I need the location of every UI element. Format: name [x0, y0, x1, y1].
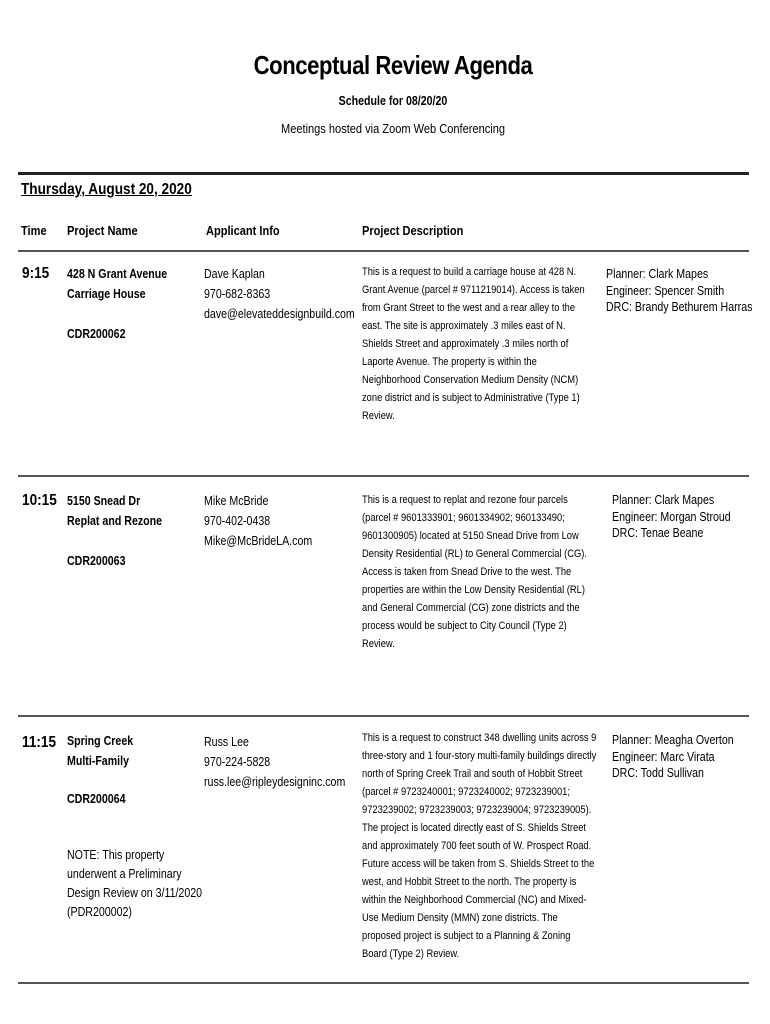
column-header-description: Project Description — [362, 223, 464, 238]
staff-assignments — [612, 492, 731, 542]
project-description: This is a request to construct 348 dwelling units across 9 three-story and 1 four-story multi-family buildings directly north of Spring Creek Trail and south of Hobbit Street (parcel # 9723240001; 9723240002; 9723239001; 9723239002; 9723239003; 9723239004; 9723239005). The project is located directly east of S. Shields Street and approximately 700 feet south of W. Prospect Road. Future access will be taken from S. Shields Street to the west, and Hobbit Street to the north. The property is within the Neighborhood Commercial (NC) and Mixed-Use Medium Density (MMN) zone districts. The proposed project is subject to a Planning & Zoning Board (Type 2) Review. — [362, 732, 597, 960]
staff-engineer: Engineer: Morgan Stroud — [612, 509, 731, 524]
note-line: Design Review on 3/11/2020 — [67, 886, 203, 900]
project-name-line: 428 N Grant Avenue — [67, 267, 168, 281]
staff-planner: Planner: Clark Mapes — [612, 493, 715, 507]
applicant-info — [204, 264, 355, 324]
applicant-phone: 970-224-5828 — [204, 755, 271, 769]
applicant-name: Mike McBride — [204, 494, 269, 508]
project-name — [67, 491, 162, 531]
row-divider — [18, 982, 749, 984]
project-name-line: 5150 Snead Dr — [67, 494, 141, 508]
note-line: NOTE: This property — [67, 848, 165, 862]
meeting-time: 9:15 — [22, 265, 50, 282]
staff-engineer: Engineer: Marc Virata — [612, 749, 715, 764]
staff-drc: DRC: Brandy Bethurem Harras — [606, 300, 753, 314]
page-title: Conceptual Review Agenda — [253, 50, 533, 80]
project-note — [67, 846, 202, 922]
column-header-divider — [18, 250, 749, 252]
meeting-time: 10:15 — [22, 492, 57, 509]
applicant-info — [204, 732, 345, 792]
project-description: This is a request to replat and rezone four parcels (parcel # 9601333901; 9601334902; 960133490; 9601300905) located at 5150 Snead Drive from Low Density Residential (RL) to General Commercial (CG). Access is taken from Snead Drive to the west. The properties are within the Low Density Residential (RL) and General Commercial (CG) zone districts and the process would be subject to City Council (Type 2) Review. — [362, 494, 587, 650]
project-code: CDR200063 — [67, 554, 126, 568]
project-name-line: Replat and Rezone — [67, 514, 163, 528]
applicant-name: Dave Kaplan — [204, 267, 265, 281]
staff-engineer: Engineer: Spencer Smith — [606, 283, 725, 298]
row-divider — [18, 475, 749, 477]
schedule-date: Schedule for 08/20/20 — [338, 94, 448, 108]
applicant-phone: 970-682-8363 — [204, 287, 271, 301]
project-code: CDR200064 — [67, 792, 126, 806]
project-name-line: Spring Creek — [67, 734, 134, 748]
project-name — [67, 731, 133, 771]
project-name-line: Multi-Family — [67, 754, 129, 768]
meeting-time: 11:15 — [22, 734, 57, 751]
staff-assignments — [612, 732, 734, 782]
column-header-time: Time — [21, 223, 47, 238]
staff-planner: Planner: Meagha Overton — [612, 733, 734, 747]
column-header-project: Project Name — [67, 223, 138, 238]
staff-assignments — [606, 266, 752, 316]
staff-drc: DRC: Todd Sullivan — [612, 766, 704, 780]
applicant-email: russ.lee@ripleydesigninc.com — [204, 775, 346, 789]
staff-drc: DRC: Tenae Beane — [612, 526, 704, 540]
project-name — [67, 264, 167, 304]
applicant-email: dave@elevateddesignbuild.com — [204, 307, 355, 321]
applicant-info — [204, 491, 312, 551]
day-heading: Thursday, August 20, 2020 — [21, 181, 192, 198]
staff-planner: Planner: Clark Mapes — [606, 267, 709, 281]
project-name-line: Carriage House — [67, 287, 146, 301]
header-divider — [18, 172, 749, 175]
project-description: This is a request to build a carriage house at 428 N. Grant Avenue (parcel # 9711219014). Access is taken from Grant Street to the west and a rear alley to the east. The site is approximately .3 miles east of N. Shields Street and approximately .3 miles north of Laporte Avenue. The property is within the Neighborhood Conservation Medium Density (NCM) zone district and is subject to Administrative (Type 1) Review. — [362, 266, 585, 422]
hosting-note: Meetings hosted via Zoom Web Conferencing — [280, 121, 505, 136]
note-line: underwent a Preliminary — [67, 867, 182, 881]
applicant-email: Mike@McBrideLA.com — [204, 534, 313, 548]
applicant-name: Russ Lee — [204, 735, 249, 749]
applicant-phone: 970-402-0438 — [204, 514, 271, 528]
note-line: (PDR200002) — [67, 905, 132, 919]
column-header-applicant: Applicant Info — [206, 223, 280, 238]
project-code: CDR200062 — [67, 327, 126, 341]
row-divider — [18, 715, 749, 717]
